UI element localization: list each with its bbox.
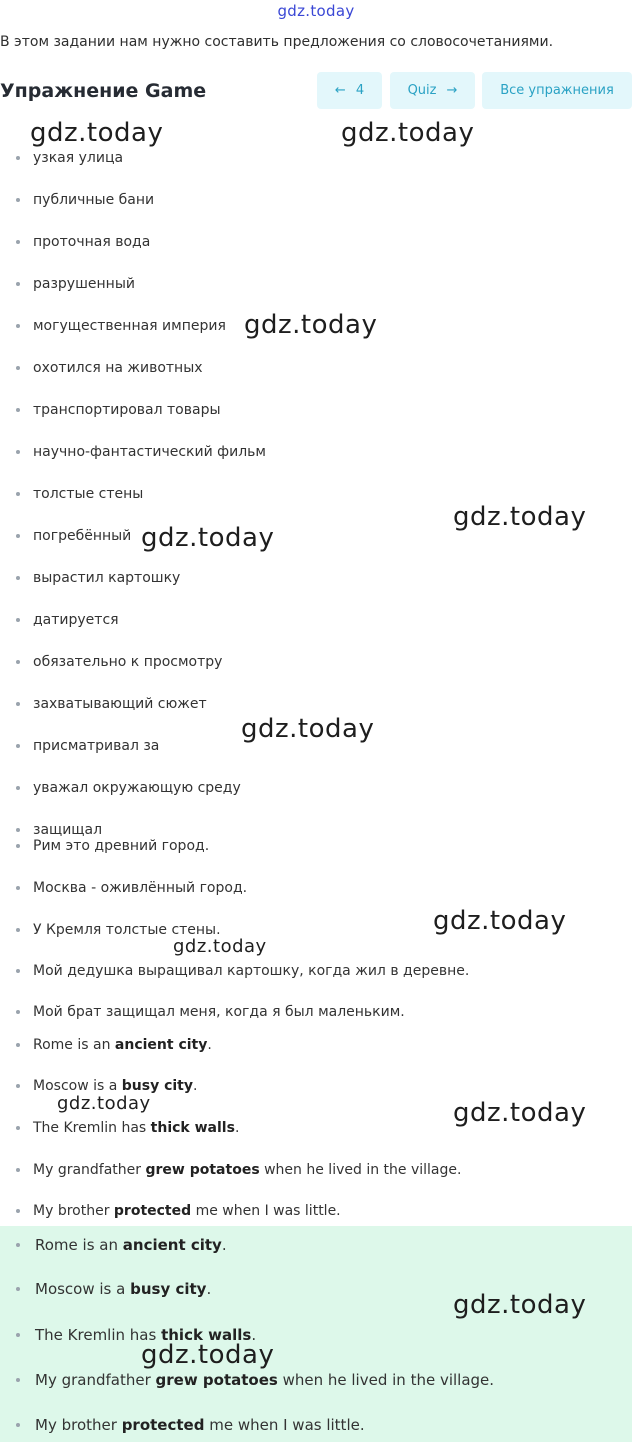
bullet-icon [16,844,20,848]
arrow-right-icon: → [446,83,458,98]
bullet-icon [16,450,20,454]
next-exercise-label: Quiz [407,83,437,98]
watermark: gdz.today [141,1340,275,1370]
arrow-left-icon: ← [334,83,346,98]
watermark: gdz.today [57,1093,151,1114]
bullet-icon [16,928,20,932]
bullet-icon [16,1423,20,1427]
watermark: gdz.today [453,502,587,532]
bullet-icon [16,1287,20,1291]
previous-exercise-label: 4 [355,83,365,98]
bullet-icon [16,1126,20,1130]
watermark: gdz.today [433,906,567,936]
bullet-icon [16,1209,20,1213]
bullet-icon [16,886,20,890]
all-exercises-button[interactable]: Все упражнения [482,72,632,109]
bullet-icon [16,1168,20,1172]
bullet-icon [16,198,20,202]
bullet-icon [16,534,20,538]
bullet-icon [16,1043,20,1047]
answer-list: Rome is an ancient city. Moscow is a busy city. The Kremlin has thick walls. My grandfather grew potatoes when he lived in the village. My brother protected me when I was little. [0,1233,632,1442]
bullet-icon [16,1010,20,1014]
bullet-icon [16,1378,20,1382]
exercise-title: Упражнение Game [0,80,207,102]
watermark: gdz.today [453,1290,587,1320]
task-description: В этом задании нам нужно составить предложения со словосочетаниями. [0,34,554,50]
sentence-list: Рим это древний город. Москва - оживлённый город. У Кремля толстые стены. Мой дедушка выращивал картошку, когда жил в деревне. Мой брат защищал меня, когда я был маленьким. Rome is an ancient city. Moscow is a busy city. The Kremlin has thick walls. My grandfather grew potatoes when he lived in the village. My brother protected me when I was little. [0,834,632,1220]
site-logo[interactable]: gdz.today [277,2,355,20]
bullet-icon [16,1243,20,1247]
bullet-icon [16,240,20,244]
bullet-icon [16,576,20,580]
watermark: gdz.today [30,118,164,148]
bullet-icon [16,969,20,973]
bullet-icon [16,366,20,370]
bullet-icon [16,744,20,748]
watermark: gdz.today [173,936,267,957]
watermark: gdz.today [341,118,475,148]
watermark: gdz.today [141,523,275,553]
bullet-icon [16,786,20,790]
next-exercise-button[interactable] [390,72,475,109]
bullet-icon [16,702,20,706]
bullet-icon [16,1084,20,1088]
bullet-icon [16,660,20,664]
bullet-icon [16,156,20,160]
bullet-icon [16,828,20,832]
previous-exercise-button[interactable] [317,72,382,109]
bullet-icon [16,324,20,328]
bullet-icon [16,492,20,496]
watermark: gdz.today [453,1098,587,1128]
bullet-icon [16,282,20,286]
bullet-icon [16,1333,20,1337]
bullet-icon [16,408,20,412]
phrase-list: узкая улица публичные бани проточная вода разрушенный могущественная империя охотился на животных транспортировал товары научно-фантастический фильм толстые стены погребённый вырастил картошку датируется обязательно к просмотру захватывающий сюжет присматривал за уважал окружающую среду защищал [0,145,632,829]
bullet-icon [16,618,20,622]
watermark: gdz.today [241,714,375,744]
watermark: gdz.today [244,310,378,340]
